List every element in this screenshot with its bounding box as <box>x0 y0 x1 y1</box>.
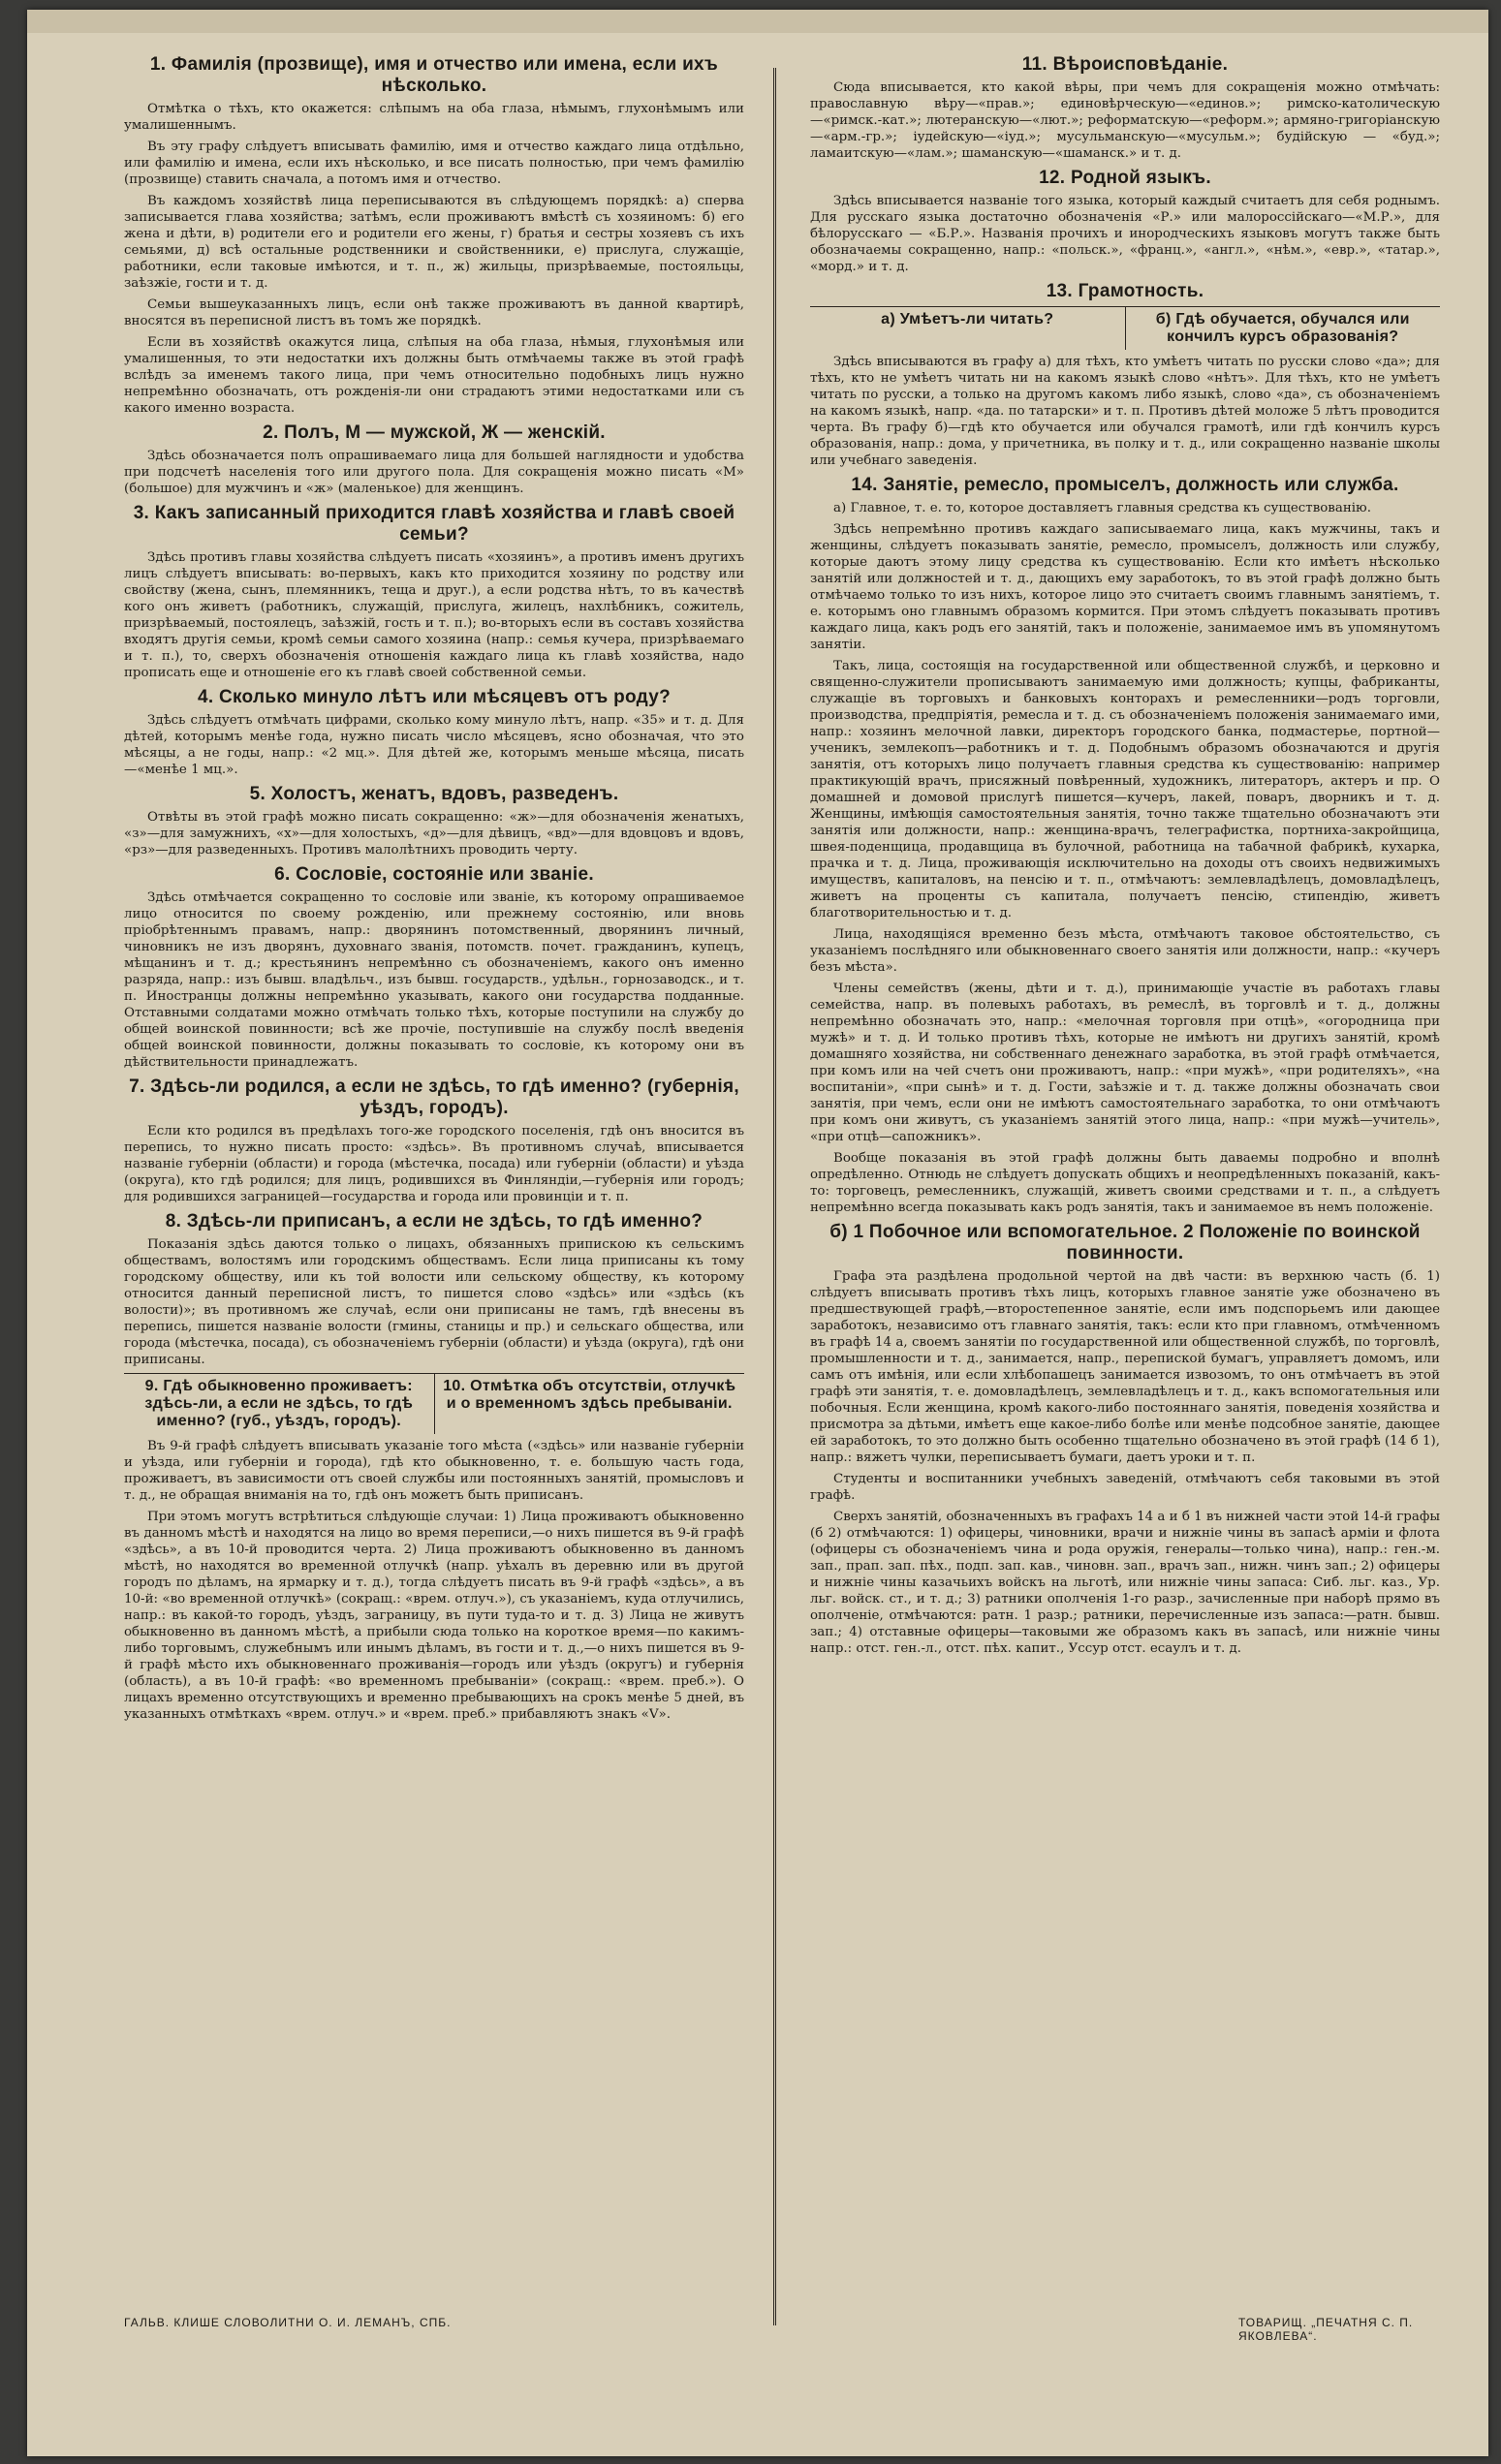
section <box>124 1211 744 1368</box>
paragraph: Если кто родился въ предѣлахъ того-же городского поселенія, гдѣ онъ вносится въ перепись, то нужно писать просто: «здѣсь». Въ противномъ случаѣ, вписывается названіе губерніи (области) и города (мѣстечка, посада) или губерніи (области) и уѣзда (округа), кто гдѣ родился; для лицъ, родившихся въ Финляндіи,—губернія или городъ; для родившихся заграницей—государства и города или провинціи и т. п. <box>124 1124 744 1204</box>
section-title: 2. Полъ, М — мужской, Ж — женскій. <box>263 422 606 443</box>
section-title: 8. Здѣсь-ли приписанъ, а если не здѣсь, то гдѣ именно? <box>165 1211 704 1232</box>
paragraph: Здѣсь вписывается названіе того языка, который каждый считаетъ для себя роднымъ. Для русскаго языка достаточно обозначенія «Р.» или малороссійскаго—«М.Р.», для бѣлорусскаго — «Б.Р.». Названія прочихъ и инородческихъ языковъ могутъ также быть обозначаемы сокращенно, напр.: «польск.», «франц.», «англ.», «нѣм.», «евр.», «татар.», «морд.» и т. д. <box>810 194 1440 274</box>
paragraph: Если въ хозяйствѣ окажутся лица, слѣпыя на оба глаза, нѣмыя, глухонѣмыя или умалишенныя, то эти недостатки ихъ должны быть отмѣчаемы также въ этой графѣ вслѣдъ за именемъ такого лица, при чемъ относительно подобныхъ лицъ нужно непремѣнно обозначать, отъ рожденія-ли они страдаютъ этими недостатками или съ какого именно возраста. <box>124 335 744 416</box>
section-title: 12. Родной языкъ. <box>1039 168 1211 188</box>
footer-left-imprint: ГАЛЬВ. КЛИШЕ СЛОВОЛИТНИ О. И. ЛЕМАНЪ, СПБ. <box>124 2316 452 2329</box>
section-title: 9. Гдѣ обыкновенно проживаетъ: здѣсь-ли, а если не здѣсь, то гдѣ именно? (губ., уѣздъ, городъ). <box>144 1378 414 1429</box>
paragraph: Семьи вышеуказанныхъ лицъ, если онѣ также проживаютъ въ данной квартирѣ, вносятся въ переписной листъ въ томъ же порядкѣ. <box>124 297 744 328</box>
paragraph: Студенты и воспитанники учебныхъ заведеній, отмѣчаютъ себя таковыми въ этой графѣ. <box>810 1472 1440 1503</box>
section-title: 1. Фамилія (прозвище), имя и отчество или имена, если ихъ нѣсколько. <box>149 54 719 96</box>
header-cell-10 <box>434 1374 745 1434</box>
section <box>124 687 744 778</box>
section-title: 6. Сословіе, состояніе или званіе. <box>274 864 594 885</box>
column-divider <box>773 68 776 2325</box>
section <box>810 281 1440 469</box>
section <box>124 1076 744 1205</box>
paragraph: Графа эта раздѣлена продольной чертой на двѣ части: въ верхнюю часть (б. 1) слѣдуетъ вписывать противъ тѣхъ лицъ, которыхъ главное занятіе уже обозначено въ предшествующей графѣ,—второстепенное занятіе, если имъ подспорьемъ или дающее заработокъ, независимо отъ главнаго занятія, такъ: если кто при главномъ, отмѣченномъ въ графѣ 14 а, своемъ занятіи по государственной или общественной службѣ, по торговлѣ, промышленности и т. д., занимается, напр., перепиской бумагъ, управляетъ домомъ, или самъ отъ имѣнія, или если хлѣбопашецъ занимается извозомъ, то онъ отмѣчаетъ въ этой графѣ эти занятія, т. е. домовладѣлецъ, землевладѣлецъ и т. д., какъ вспомогательныя или побочныя. Если женщина, кромѣ какого-либо постояннаго занятія, поведенія хозяйства и присмотра за дѣтьми, имѣетъ еще какое-либо болѣе или менѣе подсобное занятіе, дающее ей заработокъ, то это должно быть особенно тщательно обозначено въ этой графѣ (14 б 1), напр.: вяжетъ чулки, переписываетъ бумаги, даетъ уроки и т. п. <box>810 1269 1440 1465</box>
paragraph: Такъ, лица, состоящія на государственной или общественной службѣ, и церковно и священно-служители прописываютъ занимаемую ими должность; купцы, фабриканты, служащіе въ торговыхъ и банковыхъ конторахъ и ремесленники—родъ торговли, производства, предпріятія, ремесла и т. д. съ обозначеніемъ положенія занимаемаго ими, напр.: хозяинъ мелочной лавки, директоръ городского банка, подмастерье, портной—ученикъ, землекопъ—работникъ и т. д. Подобнымъ образомъ обозначаются и другія занятія, отъ которыхъ лицо получаетъ главныя средства къ существованію: например практикующій врачъ, присяжный повѣренный, художникъ, литераторъ, актеръ и пр. О домашней и домовой прислугѣ пишется—кучеръ, лакей, поваръ, дворникъ и т. д. Женщины, имѣющія самостоятельныя занятія, точно также тщательно обозначаютъ эти занятія или должности, напр.: женщина-врачъ, телеграфистка, портниха-закройщица, швея-поденщица, продавщица въ булочной, работница на табачной фабрикѣ, кухарка, прачка и т. д. Лица, проживающія исключительно на доходы отъ своихъ недвижимыхъ имуществъ, капиталовъ, на пенсію и т. п., отмѣчаютъ: землевладѣлецъ, домовладѣлецъ, живетъ на проценты съ капитала, получаетъ пенсію, стипендію, живетъ благотворительностью и т. д. <box>810 659 1440 920</box>
section <box>810 168 1440 275</box>
section <box>810 1222 1440 1657</box>
subheader: б) Гдѣ обучается, обучался или кончилъ курсъ образованія? <box>1155 311 1410 345</box>
paragraph: Въ эту графу слѣдуетъ вписывать фамилію, имя и отчество каждаго лица отдѣльно, или фамилію и имена, если ихъ нѣсколько, и все писать полностью, при чемъ фамилію (прозвище) ставить сначала, а потомъ имя и отчество. <box>124 140 744 187</box>
section-title: 4. Сколько минуло лѣтъ или мѣсяцевъ отъ роду? <box>197 687 672 707</box>
right-column <box>810 48 1440 1662</box>
section-title: 3. Какъ записанный приходится главѣ хозяйства и главѣ своей семьи? <box>133 503 735 545</box>
section-title: б) 1 Побочное или вспомогательное. 2 Положеніе по воинской повинности. <box>829 1222 1421 1263</box>
header-cell-9 <box>124 1374 434 1434</box>
footer-right-imprint: ТОВАРИЩ. „ПЕЧАТНЯ С. П. ЯКОВЛЕВА“. <box>1238 2316 1414 2343</box>
paragraph: Показанія здѣсь даются только о лицахъ, обязанныхъ припискою къ сельскимъ обществамъ, волостямъ или городскимъ обществамъ. Если лица приписаны къ тому городскому обществу, или къ той волости или сельскому обществу, къ которому относится данный переписной листъ, то пишется слово «здѣсь» или «здѣсь (къ волости)»; въ противномъ же случаѣ, если они приписаны не тамъ, гдѣ внесены въ перепись, пишется названіе волости (гмины, станицы и пр.) и сельскаго общества, или города (мѣстечка, посада), съ обозначеніемъ губерніи (области) и уѣзда (округа), гдѣ они приписаны. <box>124 1237 744 1367</box>
section <box>124 422 744 497</box>
paragraph: а) Главное, т. е. то, которое доставляетъ главныя средства къ существованію. <box>833 501 1371 515</box>
paragraph: Здѣсь непремѣнно противъ каждаго записываемаго лица, какъ мужчины, такъ и женщины, слѣдуетъ показывать занятіе, ремесло, промыселъ, должность или службу, которые даютъ этому лицу средства къ существованію. Если кто имѣетъ нѣсколько занятій или должностей и т. д., дающихъ ему заработокъ, то въ этой графѣ должно быть отмѣчаемо только то изъ нихъ, которое лицо это считаетъ своимъ главнымъ занятіемъ, т. е. которымъ оно главнымъ образомъ кормится. При этомъ слѣдуетъ показывать противъ каждаго лица, какъ родъ его занятій, такъ и положеніе, занимаемое имъ въ упомянутомъ занятіи. <box>810 522 1440 652</box>
paragraph: При этомъ могутъ встрѣтиться слѣдующіе случаи: 1) Лица проживаютъ обыкновенно въ данномъ мѣстѣ и находятся на лицо во время переписи,—о нихъ пишется въ 9-й графѣ «здѣсь», а въ 10-й проводится черта. 2) Лица проживаютъ обыкновенно въ данномъ мѣстѣ, но находятся во временной отлучкѣ (напр. уѣхалъ въ деревню или въ другой городъ по дѣламъ, на ярмарку и т. д.), тогда слѣдуетъ писать въ 9-й графѣ «здѣсь», а въ 10-й: «во временной отлучкѣ» (сокращ.: «врем. отлуч.»), съ указаніемъ, куда отлучились, напр.: въ какой-то городъ, уѣздъ, заграницу, въ пути туда-то и т. д. 3) Лица не живутъ обыкновенно въ данномъ мѣстѣ, а прибыли сюда только на короткое время—по какимъ-либо торговымъ, служебнымъ или инымъ дѣламъ, въ гости и т. д.,—о нихъ пишется въ 9-й графѣ мѣсто ихъ обыкновеннаго проживанія—городъ или уѣздъ (округъ) и губернія (область), а въ 10-й графѣ: «во временномъ пребываніи» (сокращ.: «врем. преб.»). О лицахъ временно отсутствующихъ и временно пребывающихъ на срокъ менѣе 5 дней, въ указанныхъ отмѣткахъ «врем. отлуч.» и «врем. преб.» прибавляютъ знакъ «V». <box>124 1510 744 1722</box>
section <box>124 54 744 417</box>
section-title: 14. Занятіе, ремесло, промыселъ, должность или служба. <box>851 475 1399 495</box>
paragraph: Въ 9-й графѣ слѣдуетъ вписывать указаніе того мѣста («здѣсь» или названіе губерніи и уѣзда, или губерніи и города), гдѣ кто обыкновенно, т. е. большую часть года, проживаетъ, въ зависимости отъ своей службы или постоянныхъ занятій, промысловъ и т. д., не обращая вниманія на то, гдѣ онъ можетъ быть приписанъ. <box>124 1439 744 1503</box>
paragraph: Здѣсь вписываются въ графу а) для тѣхъ, кто умѣетъ читать по русски слово «да»; для тѣхъ, кто не умѣетъ читать ни на какомъ языкѣ слово «нѣтъ». Для тѣхъ, кто не умѣетъ читать по русски, а только на другомъ какомъ либо языкѣ, слово «да», съ обозначеніемъ на какомъ языкѣ, напр. «да. по татарски» и т. п. Противъ дѣтей моложе 5 лѣтъ проводится черта. Въ графу б)—гдѣ кто обучается или обучался грамотѣ, или гдѣ кончилъ курсъ образованія, напр.: дома, у причетника, въ полку и т. д., или сокращенно названіе школы или учебнаго заведенія. <box>810 355 1440 468</box>
grammar-subheaders <box>810 306 1440 350</box>
section-title: 7. Здѣсь-ли родился, а если не здѣсь, то гдѣ именно? (губернія, уѣздъ, городъ). <box>129 1076 739 1118</box>
section <box>124 503 744 681</box>
paragraph: Сюда вписывается, кто какой вѣры, при чемъ для сокращенія можно отмѣчать: православную вѣру—«прав.»; единовѣрческую—«единов.»; римско-католическую—«римск.-кат.»; лютеранскую—«лют.»; реформатскую—«реформ.»; армяно-григоріанскую—«арм.-гр.»; іудейскую—«іуд.»; мусульманскую—«мусульм.»; будійскую — «буд.»; ламаитскую—«лам.»; шаманскую—«шаманск.» и т. д. <box>810 80 1440 161</box>
paragraph: Лица, находящіяся временно безъ мѣста, отмѣчаютъ таковое обстоятельство, съ указаніемъ послѣдняго или обыкновеннаго своего занятія или должности, напр.: «кучеръ безъ мѣста». <box>810 927 1440 975</box>
left-column <box>124 48 744 1728</box>
census-instruction-sheet <box>27 10 1488 2456</box>
paragraph: Отмѣтка о тѣхъ, кто окажется: слѣпымъ на оба глаза, нѣмымъ, глухонѣмымъ или умалишеннымъ. <box>124 102 744 133</box>
section <box>124 784 744 858</box>
residence-absence-headers <box>124 1373 744 1434</box>
subheader: а) Умѣетъ-ли читать? <box>881 311 1054 327</box>
section-title: 5. Холостъ, женатъ, вдовъ, разведенъ. <box>249 784 619 804</box>
paragraph: Здѣсь противъ главы хозяйства слѣдуетъ писать «хозяинъ», а противъ именъ другихъ лицъ слѣдуетъ вписывать: во-первыхъ, какъ кто приходится хозяину по родству или свойству (жена, сынъ, племянникъ, теща и друг.), а если родства нѣтъ, то въ качествѣ кого онъ живетъ (работникъ, служащій, прислуга, жилецъ, нахлѣбникъ, сожитель, призрѣваемый, постоялецъ, заѣзжій, гость и т. п.); во-вторыхъ если въ составъ хозяйства входятъ другія семьи, кромѣ семьи самого хозяина (напр.: семья кучера, призрѣваемаго и т. п.), то, сверхъ обозначенія отношенія каждаго лица къ главѣ хозяйства, надо прописать еще и отношеніе его къ главѣ своей собственной семьи. <box>124 550 744 680</box>
paragraph: Здѣсь обозначается полъ опрашиваемаго лица для большей наглядности и удобства при подсчетѣ населенія того или другого пола. Для сокращенія можно писать «М» (большое) для мужчинъ и «ж» (маленькое) для женщинъ. <box>124 449 744 496</box>
subheader-cell <box>810 307 1125 350</box>
paragraph: Въ каждомъ хозяйствѣ лица переписываются въ слѣдующемъ порядкѣ: а) сперва записывается глава хозяйства; затѣмъ, если проживаютъ вмѣстѣ съ хозяиномъ: б) его жена и дѣти, в) родители его и родители его жены, г) братья и сестры хозяевъ съ ихъ семьями, д) всѣ остальные родственники и свойственники, е) прислуга, служащіе, работники, если таковые имѣются, и т. п., ж) жильцы, призрѣваемые, постояльцы, заѣзжіе, гости и т. д. <box>124 194 744 291</box>
paragraph: Здѣсь отмѣчается сокращенно то сословіе или званіе, къ которому опрашиваемое лицо относится по своему рожденію, или прежнему состоянію, или вновь пріобрѣтеннымъ правамъ, напр.: дворянинъ потомственный, дворянинъ личный, чиновникъ не изъ дворянъ, духовнаго званія, потомств. почет. гражданинъ, купецъ, мѣщанинъ и т. д.; крестьянинъ непремѣнно съ обозначеніемъ, какого онъ именно разряда, напр.: изъ бывш. владѣльч., изъ бывш. государств., удѣльн., горнозаводск., и т. п. Иностранцы должны непремѣнно указывать, какого они государства подданные. Отставными солдатами можно отмѣчать только тѣхъ, которые поступили на службу до общей воинской повинности; всѣ же прочіе, поступившіе на службу послѣ введенія общей воинской повинности, должны показывать то сословіе, къ которому они въ дѣйствительности принадлежатъ. <box>124 890 744 1070</box>
paragraph: Отвѣты въ этой графѣ можно писать сокращенно: «ж»—для обозначенія женатыхъ, «з»—для замужнихъ, «х»—для холостыхъ, «д»—для дѣвицъ, «вд»—для вдовцовъ и вдовъ, «рз»—для разведенныхъ. Противъ малолѣтнихъ проводить черту. <box>124 810 744 858</box>
paper-fold-edge <box>27 10 1488 33</box>
paragraph: Вообще показанія въ этой графѣ должны быть даваемы подробно и вполнѣ опредѣленно. Отнюдь не слѣдуетъ допускать общихъ и неопредѣленныхъ показаній, какъ-то: торговецъ, ремесленникъ, служащій, живетъ своими средствами и т. п., а слѣдуетъ непремѣнно всегда показывать какъ родъ занятія, такъ и занимаемое въ немъ положеніе. <box>810 1151 1440 1215</box>
section-title: 10. Отмѣтка объ отсутствіи, отлучкѣ и о временномъ здѣсь пребываніи. <box>443 1378 736 1412</box>
section <box>124 864 744 1071</box>
section-title: 13. Грамотность. <box>1046 281 1204 301</box>
subheader-cell <box>1125 307 1441 350</box>
paragraph: Сверхъ занятій, обозначенныхъ въ графахъ 14 а и б 1 въ нижней части этой 14-й графы (б 2) отмѣчаются: 1) офицеры, чиновники, врачи и нижніе чины въ запасѣ арміи и флота (офицеры съ обозначеніемъ чина и рода оружія, генералы—только чина), напр.: ген.-м. зап., прап. зап. пѣх., подп. зап. кав., чиновн. зап., врачъ зап., нижн. чинъ зап.; 2) офицеры и нижніе чины казачьихъ войскъ на льготѣ, или нижніе чины запаса: Сиб. льг. каз., Ур. льг. войск. ст., и т. д.; 3) ратники ополченія 1-го разр., зачисленные при наборѣ прямо въ ополченіе, отмѣчаются: ратн. 1 разр.; ратники, перечисленные изъ запаса:—ратн. бывш. зап.; 4) отставные офицеры—таковыми же образомъ какъ въ запасѣ, или нижніе чины напр.: отст. ген.-л., отст. пѣх. капит., Уссур отст. есаулъ и т. д. <box>810 1510 1440 1656</box>
section-title: 11. Вѣроисповѣданіе. <box>1021 54 1229 75</box>
section <box>810 54 1440 162</box>
paragraph: Члены семействъ (жены, дѣти и т. д.), принимающіе участіе въ работахъ главы семейства, напр. въ полевыхъ работахъ, въ ремеслѣ, въ торговлѣ и т. д., должны непремѣнно обозначать это, напр.: «мелочная торговля при отцѣ», «огородница при мужѣ» и т. д. И только противъ тѣхъ, которые не имѣютъ ни другихъ занятій, кромѣ домашняго хозяйства, ни собственнаго денежнаго заработка, въ этой графѣ отмѣчается, при комъ или на чей счетъ они проживаютъ, напр.: «при мужѣ», «при родителяхъ», «на воспитаніи», «при сынѣ» и т. д. Гости, заѣзжіе и т. д. также должны обозначать свои занятія, при чемъ, если они не имѣютъ самостоятельнаго заработка, то они отмѣчаютъ при комъ они живутъ, съ указаніемъ занятій этого лица, напр.: «при мужѣ—учитель», «при отцѣ—сапожникъ». <box>810 982 1440 1144</box>
section <box>810 475 1440 1216</box>
paragraph: Здѣсь слѣдуетъ отмѣчать цифрами, сколько кому минуло лѣтъ, напр. «35» и т. д. Для дѣтей, которымъ менѣе года, нужно писать число мѣсяцевъ, ясно обозначая, что это мѣсяцы, а не годы, напр.: «2 мц.». Для дѣтей же, которымъ меньше мѣсяца, писать—«менѣе 1 мц.». <box>124 713 744 777</box>
